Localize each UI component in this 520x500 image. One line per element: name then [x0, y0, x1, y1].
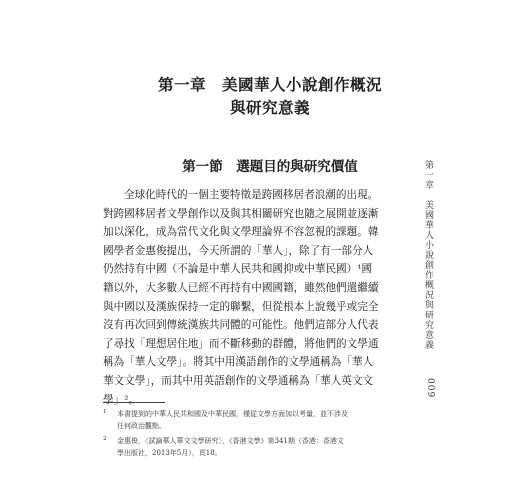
- running-head: 第一章 美國華人小說創作概況與研究意義: [423, 160, 433, 350]
- footnote: [103, 436, 403, 459]
- footnote-line: 金惠俊，〈試論華人華文文學研究〉，《香港文學》第341期（香港：香港文: [117, 437, 344, 445]
- body-line: 沒有再次回到傳統漢族共同體的可能性。他們這部分人代表: [103, 319, 379, 332]
- body-line: 加以深化，成為當代文化與文學理論界不容忽視的課題。韓: [103, 226, 379, 239]
- footnote-line: 學出版社，2013年5月），頁18。: [117, 448, 222, 457]
- body-line: 了尋找「理想居住地」而不斷移動的群體，將他們的文學通: [103, 337, 379, 350]
- body-line: 國學者金惠俊提出，今天所謂的「華人」，除了有一部分人: [103, 244, 374, 257]
- body-line: 對跨國移居者文學創作以及與其相關研究也隨之展開並逐漸: [103, 207, 379, 220]
- chapter-title: [120, 74, 420, 120]
- body-line: 學」²。: [103, 393, 140, 406]
- section-title: 第一節 選題目的與研究價值: [182, 159, 358, 175]
- footnote-mark: 2: [103, 436, 107, 442]
- body-paragraph: [103, 186, 385, 409]
- footnote-divider: [103, 402, 165, 403]
- footnote-mark: 1: [103, 409, 107, 415]
- footnotes: [103, 409, 403, 463]
- body-line: 華文文學」，而其中用英語創作的文學通稱為「華人英文文: [103, 374, 374, 387]
- footnote-line: 任何政治觀點。: [117, 421, 166, 430]
- body-line: 全球化時代的一個主要特徵是跨國移居者浪潮的出現。: [124, 189, 379, 201]
- body-line: 與中國以及漢族保持一定的聯繫，但從根本上說幾乎或完全: [103, 300, 379, 313]
- page-number: 009: [425, 378, 435, 399]
- chapter-title-line-1: 第一章 美國華人小說創作概況: [157, 76, 382, 94]
- chapter-title-line-2: 與研究意義: [229, 99, 310, 117]
- footnote: [103, 409, 403, 432]
- footnote-line: 本書提到的中華人民共和國及中華民國，僅從文學方面加以考量，並不涉及: [117, 410, 348, 418]
- body-line: 稱為「華人文學」。將其中用漢語創作的文學通稱為「華人: [103, 356, 374, 369]
- body-line: 籍以外，大多數人已經不再持有中國國籍，雖然他們還繼續: [103, 281, 379, 294]
- body-line: 仍然持有中國（不論是中華人民共和國抑或中華民國）¹國: [103, 263, 373, 276]
